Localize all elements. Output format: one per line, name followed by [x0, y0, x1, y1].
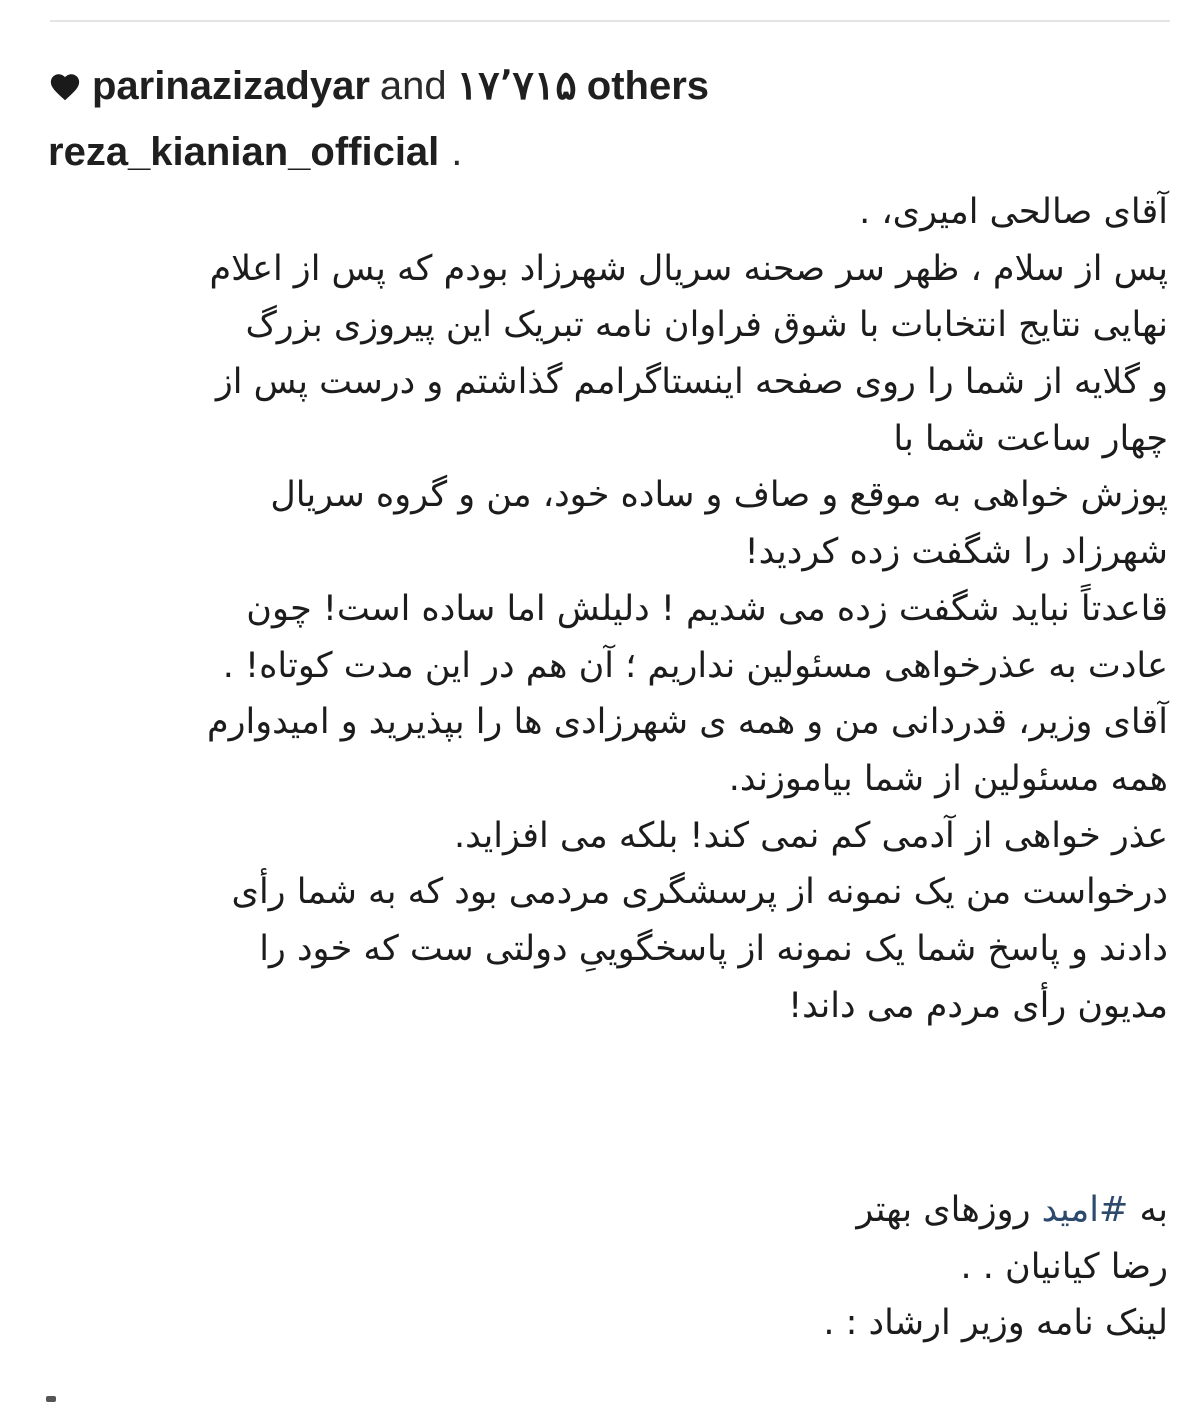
- caption-line: پوزش خواهی به موقع و صاف و ساده خود، من و گروه سریال: [270, 475, 1168, 516]
- caption-line: عادت به عذرخواهی مسئولین نداریم ؛ آن هم در این مدت کوتاه! .: [222, 645, 1168, 686]
- caption-line: و گلایه از شما را روی صفحه اینستاگرامم گذاشتم و درست پس از: [215, 362, 1168, 403]
- hashtag-link[interactable]: #امید: [1041, 1190, 1129, 1230]
- caption-closing-block: [40, 1182, 1168, 1352]
- caption-line: شهرزاد را شگفت زده کردید!: [744, 532, 1168, 573]
- closing-suffix: روزهای بهتر: [856, 1190, 1042, 1230]
- likes-count[interactable]: ۱۷٬۷۱۵: [456, 64, 577, 108]
- likes-others-label[interactable]: others: [586, 63, 710, 108]
- caption-author-suffix: .: [451, 129, 463, 174]
- cropped-comment-marker: [46, 1396, 56, 1402]
- likes-row[interactable]: [48, 58, 709, 114]
- caption-line: قاعدتاً نباید شگفت زده می شدیم ! دلیلش اما ساده است! چون: [246, 588, 1168, 629]
- caption-body: [40, 184, 1168, 1034]
- caption-line: آقای صالحی امیری، .: [859, 192, 1168, 232]
- first-liker-username[interactable]: parinazizadyar: [92, 63, 370, 108]
- heart-icon: [48, 69, 82, 103]
- caption-line: درخواست من یک نمونه از پرسشگری مردمی بود که به شما رأی: [231, 872, 1168, 913]
- caption-line: مدیون رأی مردم می داند!: [788, 985, 1168, 1026]
- closing-prefix: به: [1128, 1190, 1168, 1230]
- caption-line: همه مسئولین از شما بیاموزند.: [728, 758, 1168, 799]
- caption-line: آقای وزیر، قدردانی من و همه ی شهرزادی ها را بپذیرید و امیدوارم: [206, 702, 1168, 743]
- caption-author-username[interactable]: reza_kianian_official: [48, 129, 440, 174]
- link-line: لینک نامه وزیر ارشاد : .: [823, 1303, 1168, 1344]
- caption-line: عذر خواهی از آدمی کم نمی کند! بلکه می افزاید.: [453, 815, 1168, 856]
- closing-line: [40, 1182, 1168, 1239]
- caption-author-row: [48, 124, 462, 180]
- signature-line: رضا کیانیان . .: [960, 1246, 1168, 1287]
- caption-line: چهار ساعت شما با: [893, 418, 1168, 459]
- caption-line: پس از سلام ، ظهر سر صحنه سریال شهرزاد بودم که پس از اعلام: [209, 248, 1168, 289]
- top-divider: [50, 20, 1170, 22]
- caption-line: دادند و پاسخ شما یک نمونه از پاسخگوییِ دولتی ست که خود را: [259, 928, 1168, 969]
- likes-connector: and: [379, 63, 447, 108]
- caption-line: نهایی نتایج انتخابات با شوق فراوان نامه تبریک این پیروزی بزرگ: [245, 305, 1168, 346]
